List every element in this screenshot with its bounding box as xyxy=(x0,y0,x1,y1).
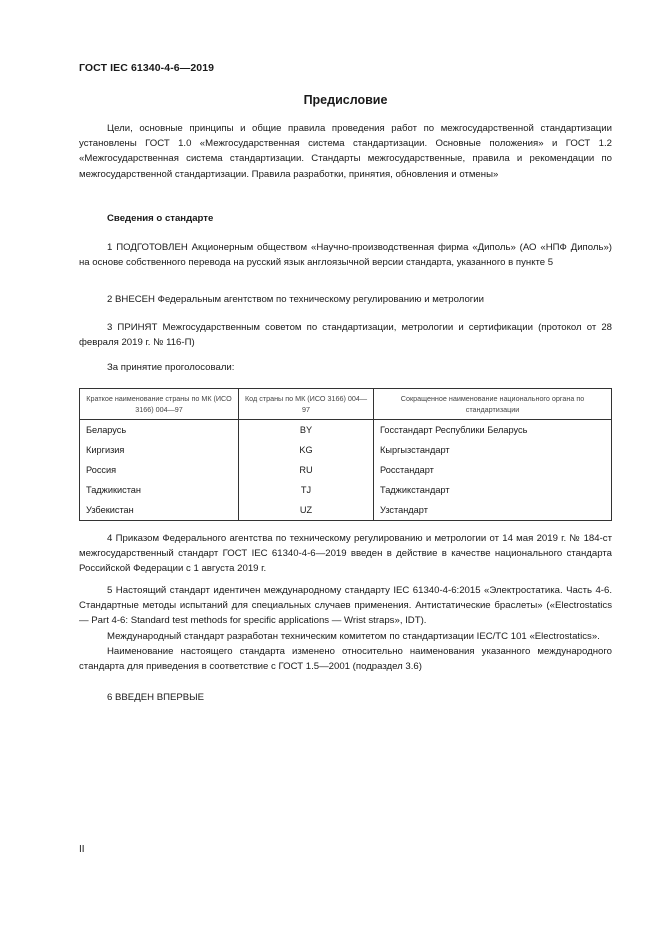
item-3-text: 3 ПРИНЯТ Межгосударственным советом по стандартизации, метрологии и сертификации (протокол от 28 февраля 2019 г. № 116-П) xyxy=(79,322,612,349)
item-5-developer-text: Международный стандарт разработан техническим комитетом по стандартизации IEC/TC 101 «Electrostatics». xyxy=(107,630,600,642)
cell-country: Таджикистан xyxy=(80,480,239,500)
item-5 xyxy=(79,583,612,674)
document-code-header: ГОСТ IEC 61340-4-6—2019 xyxy=(79,62,215,74)
cell-body: Таджикстандарт xyxy=(374,480,612,500)
table-row xyxy=(80,480,612,500)
cell-body: Кыргызстандарт xyxy=(374,440,612,460)
cell-code: TJ xyxy=(239,480,374,500)
item-3 xyxy=(79,320,612,350)
table-row xyxy=(80,500,612,521)
column-header-country: Краткое наименование страны по МК (ИСО 3166) 004—97 xyxy=(80,389,239,420)
section-heading-text: Сведения о стандарте xyxy=(107,213,214,224)
cell-code: KG xyxy=(239,440,374,460)
cell-body: Росстандарт xyxy=(374,460,612,480)
cell-body: Узстандарт xyxy=(374,500,612,521)
cell-code: RU xyxy=(239,460,374,480)
table-row xyxy=(80,460,612,480)
column-header-body: Сокращенное наименование национального органа по стандартизации xyxy=(374,389,612,420)
item-5-text: 5 Настоящий стандарт идентичен международному стандарту IEC 61340-4-6:2015 «Электростатика. Часть 4-6. Стандартные методы испытаний для специальных случаев применения. Антистатические браслеты» («Electrostatics — Part 4-6: Standard test methods for specific applications — Wrist straps», IDT). xyxy=(79,585,612,627)
table-row xyxy=(80,420,612,441)
intro-text: Цели, основные принципы и общие правила проведения работ по межгосударственной стандартизации установлены ГОСТ 1.0 «Межгосударственная система стандартизации. Основные положения» и ГОСТ 1.2 «Межгосударственная система стандартизации. Стандарты межгосударственные, правила и рекомендации по межгосударственной стандартизации. Правила разработки, принятия, обновления и отмены» xyxy=(79,123,612,180)
table-row xyxy=(80,440,612,460)
cell-code: UZ xyxy=(239,500,374,521)
column-header-code: Код страны по МК (ИСО 3166) 004—97 xyxy=(239,389,374,420)
page-title: Предисловие xyxy=(303,93,388,107)
item-5-name-change-text: Наименование настоящего стандарта изменено относительно наименования указанного международного стандарта для приведения в соответствие с ГОСТ 1.5—2001 (подраздел 3.6) xyxy=(79,645,612,673)
page-number: II xyxy=(79,844,85,855)
item-1 xyxy=(79,240,612,270)
cell-country: Узбекистан xyxy=(80,500,239,521)
cell-country: Киргизия xyxy=(80,440,239,460)
cell-code: BY xyxy=(239,420,374,441)
item-4-text: 4 Приказом Федерального агентства по техническому регулированию и метрологии от 14 мая 2019 г. № 184-ст межгосударственный стандарт ГОСТ IEC 61340-4-6—2019 введен в действие в качестве национального стандарта Российской Федерации с 1 августа 2019 г. xyxy=(79,533,612,575)
table-header-row xyxy=(80,389,612,420)
cell-country: Россия xyxy=(80,460,239,480)
voting-table xyxy=(79,388,612,521)
cell-country: Беларусь xyxy=(80,420,239,441)
item-6-text: 6 ВВЕДЕН ВПЕРВЫЕ xyxy=(107,692,205,703)
voted-label xyxy=(79,360,612,375)
item-4 xyxy=(79,531,612,577)
item-6 xyxy=(79,690,612,705)
cell-body: Госстандарт Республики Беларусь xyxy=(374,420,612,441)
item-2-text: 2 ВНЕСЕН Федеральным агентством по техническому регулированию и метрологии xyxy=(107,294,485,305)
item-2 xyxy=(79,292,612,307)
voted-label-text: За принятие проголосовали: xyxy=(107,362,235,373)
section-heading xyxy=(79,211,612,226)
item-1-text: 1 ПОДГОТОВЛЕН Акционерным обществом «Научно-производственная фирма «Диполь» (АО «НПФ Диполь») на основе собственного перевода на русский язык англоязычной версии стандарта, указанного в пункте 5 xyxy=(79,242,612,269)
intro-paragraph xyxy=(79,121,612,182)
